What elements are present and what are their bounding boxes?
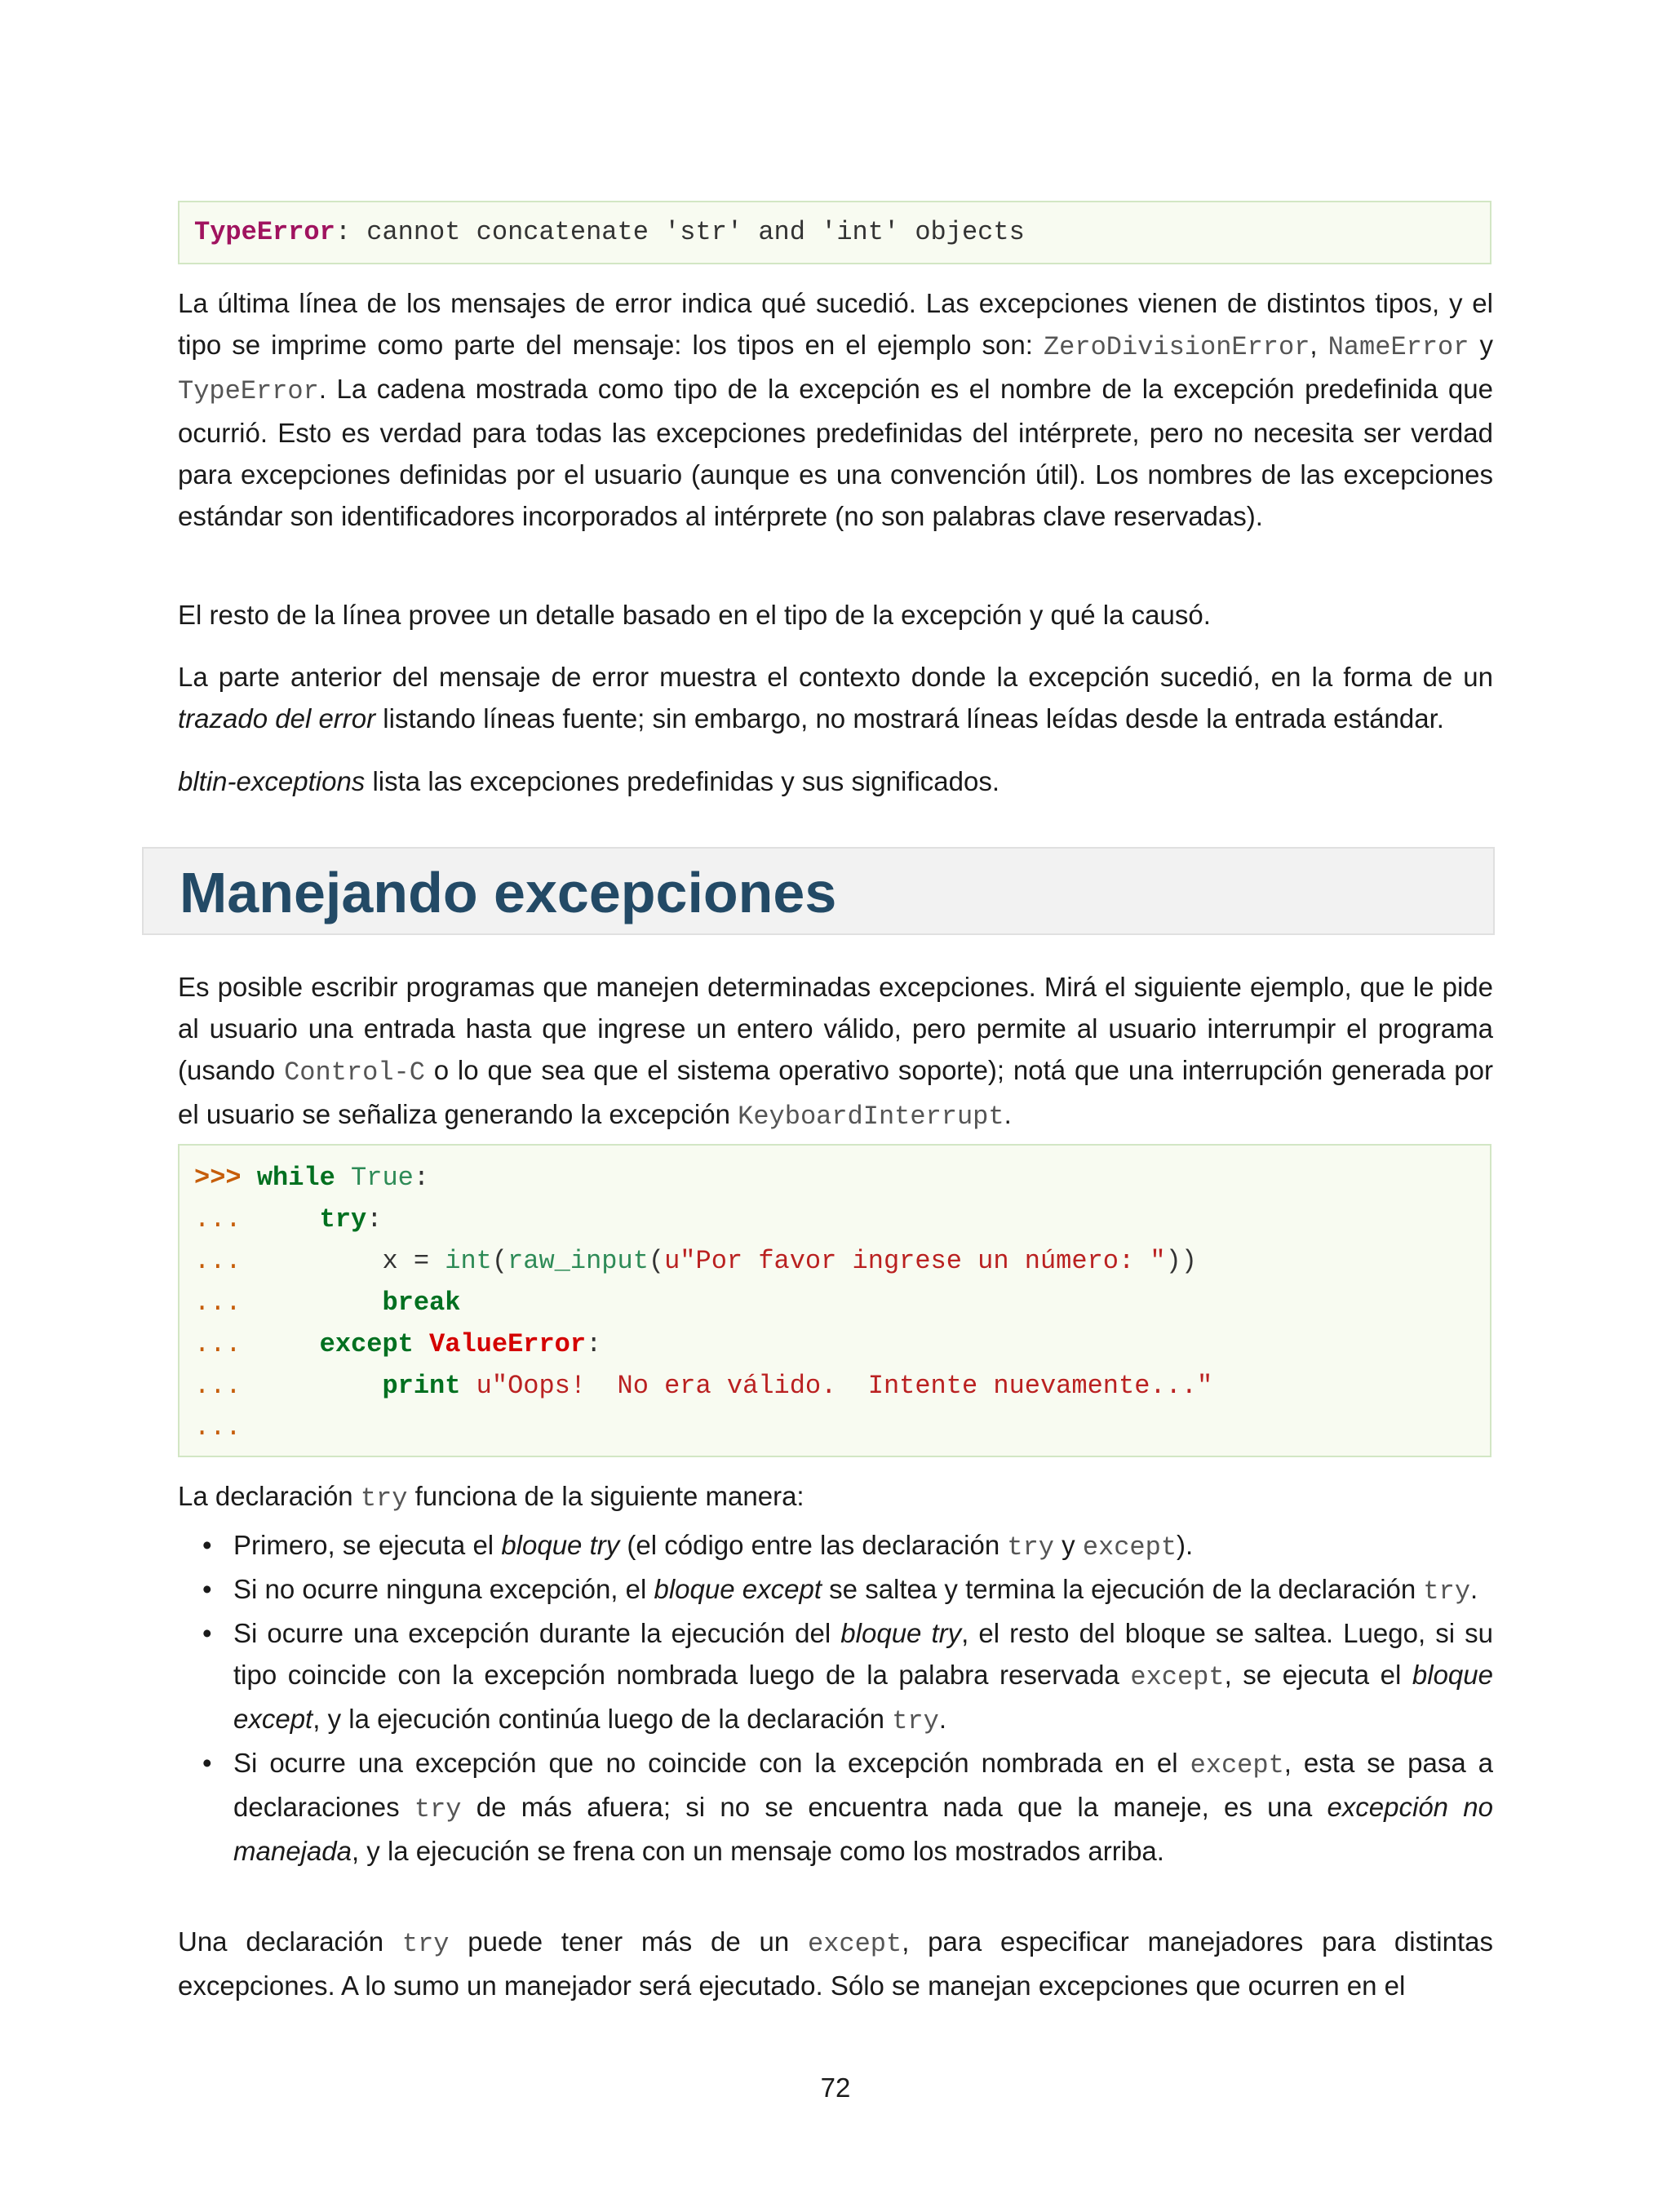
list-item <box>202 1742 1493 1872</box>
text: Una declaración <box>178 1926 402 1957</box>
code-line <box>180 202 1490 263</box>
builtin-exceptions-reference[interactable]: bltin-exceptions <box>178 766 366 796</box>
text: . La cadena mostrada como tipo de la excepción es el nombre de la excepción predefinida que ocurrió. Esto es verdad para todas las excepciones predefinidas del intérprete, pero no necesita ser verdad para excepciones definidas por el usuario (aunque es una convención útil). Los nombres de las excepciones estándar son identificadores incorporados al intérprete (no son palabras clave reservadas). <box>178 374 1493 531</box>
inline-code: except <box>1130 1662 1225 1692</box>
text: Es posible escribir programas que manejen determinadas excepciones. Mirá el siguiente ejemplo, que le pide al usuario una entrada hasta que ingrese un entero válido, pero permite al usuario interrumpir el programa (usando <box>178 972 1493 1085</box>
text: La parte anterior del mensaje de error muestra el contexto donde la excepción sucedió, en la forma de un <box>178 662 1493 692</box>
code-line <box>180 1240 1490 1282</box>
while-try-code-block <box>178 1144 1491 1457</box>
inline-code: try <box>414 1794 462 1824</box>
string: u"Oops! No era válido. Intente nuevamente..." <box>476 1371 1213 1401</box>
text: lista las excepciones predefinidas y sus significados. <box>365 766 1000 796</box>
text: , y la ejecución se frena con un mensaje como los mostrados arriba. <box>351 1836 1164 1866</box>
emphasis: bloque except <box>233 1660 1493 1734</box>
emphasis: bloque except <box>654 1574 822 1604</box>
emphasis: excepción no manejada <box>233 1792 1493 1866</box>
continuation-prompt: ... <box>194 1371 242 1401</box>
text: Si ocurre una excepción durante la ejecución del <box>233 1618 841 1648</box>
text: o lo que sea que el sistema operativo soporte); notá que una interrupción generada por el usuario se señaliza generando la excepción <box>178 1055 1493 1129</box>
punct: : <box>366 1204 383 1235</box>
text: puede tener más de un <box>449 1926 808 1957</box>
code-text: x = <box>382 1246 445 1276</box>
text: La declaración <box>178 1481 361 1511</box>
text: Si no ocurre ninguna excepción, el <box>233 1574 654 1604</box>
punct: : <box>413 1163 430 1193</box>
text: , y la ejecución continúa luego de la declaración <box>312 1704 893 1734</box>
text: . <box>1004 1099 1012 1129</box>
bullet: • <box>202 1748 212 1778</box>
paragraph-handling-intro <box>178 966 1493 1137</box>
text: , para especificar manejadores para distintas excepciones. A lo sumo un manejador será ejecutado. Sólo se manejan excepciones que ocurren en el <box>178 1926 1493 2001</box>
text: La última línea de los mensajes de error indica qué sucedió. Las excepciones vienen de distintos tipos, y el tipo se imprime como parte del mensaje: los tipos en el ejemplo son: <box>178 288 1493 360</box>
text: , el resto del bloque se saltea. Luego, si su tipo coincide con la excepción nombrada luego de la palabra reservada <box>233 1618 1493 1690</box>
text: (el código entre las declaración <box>619 1530 1008 1560</box>
text: y <box>1053 1530 1083 1560</box>
prompt: >>> <box>194 1163 242 1193</box>
paragraph-rest-of-line: El resto de la línea provee un detalle basado en el tipo de la excepción y qué la causó. <box>178 600 1211 630</box>
text: funciona de la siguiente manera: <box>407 1481 804 1511</box>
text: . <box>1470 1574 1478 1604</box>
bullet: • <box>202 1574 212 1604</box>
list-item <box>202 1524 1493 1568</box>
paragraph-multiple-except <box>178 1921 1493 2006</box>
inline-code: except <box>807 1929 902 1959</box>
paragraph-exception-types <box>178 282 1493 537</box>
keyword: break <box>382 1288 461 1318</box>
punct: ( <box>648 1246 665 1276</box>
keyword: except <box>319 1329 414 1359</box>
paragraph-builtin-exceptions <box>178 760 1493 802</box>
text: listando líneas fuente; sin embargo, no mostrará líneas leídas desde la entrada estándar. <box>375 703 1444 734</box>
error-message: : cannot concatenate 'str' and 'int' objects <box>335 217 1025 247</box>
emphasis: bloque try <box>840 1618 962 1648</box>
text: y <box>1469 330 1493 360</box>
code-line <box>180 1323 1490 1365</box>
text: . <box>938 1704 946 1734</box>
error-type: TypeError <box>194 217 335 247</box>
inline-code: Control-C <box>284 1057 425 1088</box>
text: Primero, se ejecuta el <box>233 1530 502 1560</box>
inline-code: try <box>360 1483 408 1514</box>
text: ). <box>1177 1530 1194 1560</box>
paragraph-traceback <box>178 656 1493 739</box>
string: u"Por favor ingrese un número: " <box>664 1246 1166 1276</box>
section-heading-bar <box>142 847 1495 935</box>
punct: : <box>586 1329 602 1359</box>
continuation-prompt: ... <box>194 1412 242 1443</box>
paragraph-try-works <box>178 1475 1493 1519</box>
continuation-prompt: ... <box>194 1329 242 1359</box>
inline-code: except <box>1082 1532 1177 1563</box>
code-line <box>180 1157 1490 1199</box>
bullet: • <box>202 1530 212 1560</box>
text: , esta se pasa a declaraciones <box>233 1748 1493 1822</box>
text: , <box>1310 330 1328 360</box>
text: se saltea y termina la ejecución de la declaración <box>822 1574 1424 1604</box>
continuation-prompt: ... <box>194 1246 242 1276</box>
builtin: True <box>351 1163 414 1193</box>
code-line <box>180 1199 1490 1240</box>
list-item <box>202 1568 1493 1612</box>
emphasis: bloque try <box>501 1530 620 1560</box>
error-code-block <box>178 201 1491 264</box>
inline-code: KeyboardInterrupt <box>738 1102 1004 1132</box>
code-line <box>180 1365 1490 1407</box>
list-item <box>202 1612 1493 1742</box>
inline-code: try <box>892 1706 939 1736</box>
inline-code: try <box>1007 1532 1054 1563</box>
inline-code: try <box>401 1929 450 1959</box>
section-heading: Manejando excepciones <box>180 861 837 924</box>
continuation-prompt: ... <box>194 1204 242 1235</box>
try-steps-list <box>202 1524 1493 1872</box>
continuation-prompt: ... <box>194 1288 242 1318</box>
inline-code: except <box>1190 1750 1284 1780</box>
page-number: 72 <box>820 2072 851 2103</box>
text: Si ocurre una excepción que no coincide con la excepción nombrada en el <box>233 1748 1190 1778</box>
inline-code: NameError <box>1327 332 1469 362</box>
keyword: while <box>256 1163 335 1193</box>
builtin: raw_input <box>508 1246 649 1276</box>
code-line <box>180 1282 1490 1323</box>
keyword: try <box>319 1204 367 1235</box>
code-line <box>180 1407 1490 1448</box>
text: de más afuera; si no se encuentra nada que la maneje, es una <box>461 1792 1327 1822</box>
inline-code: ZeroDivisionError <box>1043 332 1310 362</box>
emphasis: trazado del error <box>178 703 376 734</box>
punct: )) <box>1165 1246 1197 1276</box>
punct: ( <box>491 1246 508 1276</box>
builtin: int <box>445 1246 492 1276</box>
inline-code: try <box>1423 1576 1471 1607</box>
inline-code: TypeError <box>178 376 319 406</box>
exception-name: ValueError <box>429 1329 587 1359</box>
bullet: • <box>202 1618 212 1648</box>
text: , se ejecuta el <box>1224 1660 1412 1690</box>
keyword: print <box>382 1371 461 1401</box>
